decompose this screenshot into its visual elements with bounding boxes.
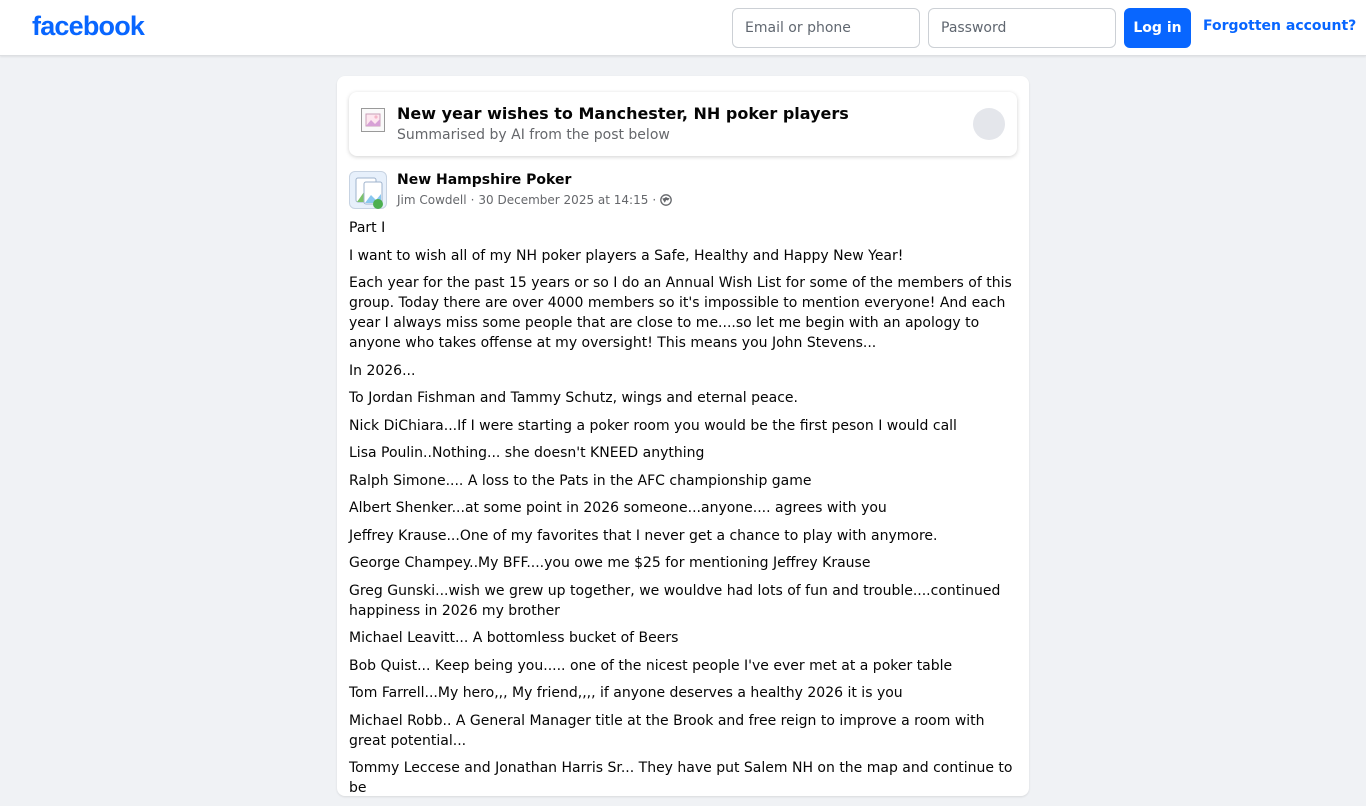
post-paragraph: Tommy Leccese and Jonathan Harris Sr... They have put Salem NH on the map and continue to be [349, 760, 1013, 796]
post-timestamp[interactable]: 30 December 2025 at 14:15 [478, 193, 649, 207]
meta-separator: · [652, 193, 657, 207]
avatar-image-icon [350, 172, 388, 210]
facebook-logo[interactable]: facebook [32, 11, 145, 41]
post-paragraph: Michael Robb.. A General Manager title at the Brook and free reign to improve a room with great potential... [349, 712, 985, 749]
password-input[interactable] [928, 8, 1116, 48]
post-card [337, 76, 1029, 796]
post-paragraph: In 2026... [349, 362, 416, 379]
page-avatar[interactable] [349, 171, 387, 209]
email-input[interactable] [732, 8, 920, 48]
meta-separator: · [470, 193, 475, 207]
post-paragraph: Jeffrey Krause...One of my favorites that I never get a chance to play with anymore. [349, 527, 938, 544]
post-author[interactable]: New Hampshire Poker [397, 172, 572, 188]
top-navigation-bar [0, 0, 1366, 56]
post-body [349, 218, 1021, 806]
post-paragraph: Greg Gunski...wish we grew up together, we wouldve had lots of fun and trouble....continued happiness in 2026 my brother [349, 582, 1001, 619]
post-paragraph: Nick DiChiara...If I were starting a poker room you would be the first peson I would call [349, 417, 957, 434]
broken-image-icon [361, 108, 385, 132]
post-meta [397, 193, 672, 207]
ai-summary-banner[interactable] [349, 92, 1017, 156]
post-paragraph: Tom Farrell...My hero,,, My friend,,,, if anyone deserves a healthy 2026 it is you [349, 685, 903, 701]
post-paragraph: Each year for the past 15 years or so I do an Annual Wish List for some of the members of this group. Today there are over 4000 members so it's impossible to mention everyone! And each year I always miss some people that are close to me....so let me begin with an apology to anyone who takes offense at my oversight! This means you John Stevens... [349, 275, 1012, 351]
summary-title: New year wishes to Manchester, NH poker players [397, 104, 849, 123]
post-paragraph: George Champey..My BFF....you owe me $25 for mentioning Jeffrey Krause [349, 555, 871, 571]
post-paragraph: I want to wish all of my NH poker players a Safe, Healthy and Happy New Year! [349, 247, 904, 264]
forgotten-account-link[interactable]: Forgotten account? [1203, 18, 1357, 34]
post-paragraph: Albert Shenker...at some point in 2026 someone...anyone.... agrees with you [349, 500, 887, 516]
post-paragraph: Ralph Simone.... A loss to the Pats in the AFC championship game [349, 472, 812, 489]
poster-name[interactable]: Jim Cowdell [397, 193, 467, 207]
post-paragraph: Michael Leavitt... A bottomless bucket of Beers [349, 630, 679, 646]
login-button[interactable]: Log in [1124, 8, 1191, 48]
post-paragraph: Bob Quist... Keep being you..... one of the nicest people I've ever met at a poker table [349, 657, 953, 674]
globe-icon [660, 194, 672, 206]
post-paragraph: Part I [349, 220, 386, 236]
post-paragraph: To Jordan Fishman and Tammy Schutz, wings and eternal peace. [349, 390, 798, 406]
summary-expand-button[interactable] [973, 108, 1005, 140]
post-paragraph: Lisa Poulin..Nothing... she doesn't KNEED anything [349, 445, 705, 461]
summary-subtitle: Summarised by AI from the post below [397, 127, 670, 143]
